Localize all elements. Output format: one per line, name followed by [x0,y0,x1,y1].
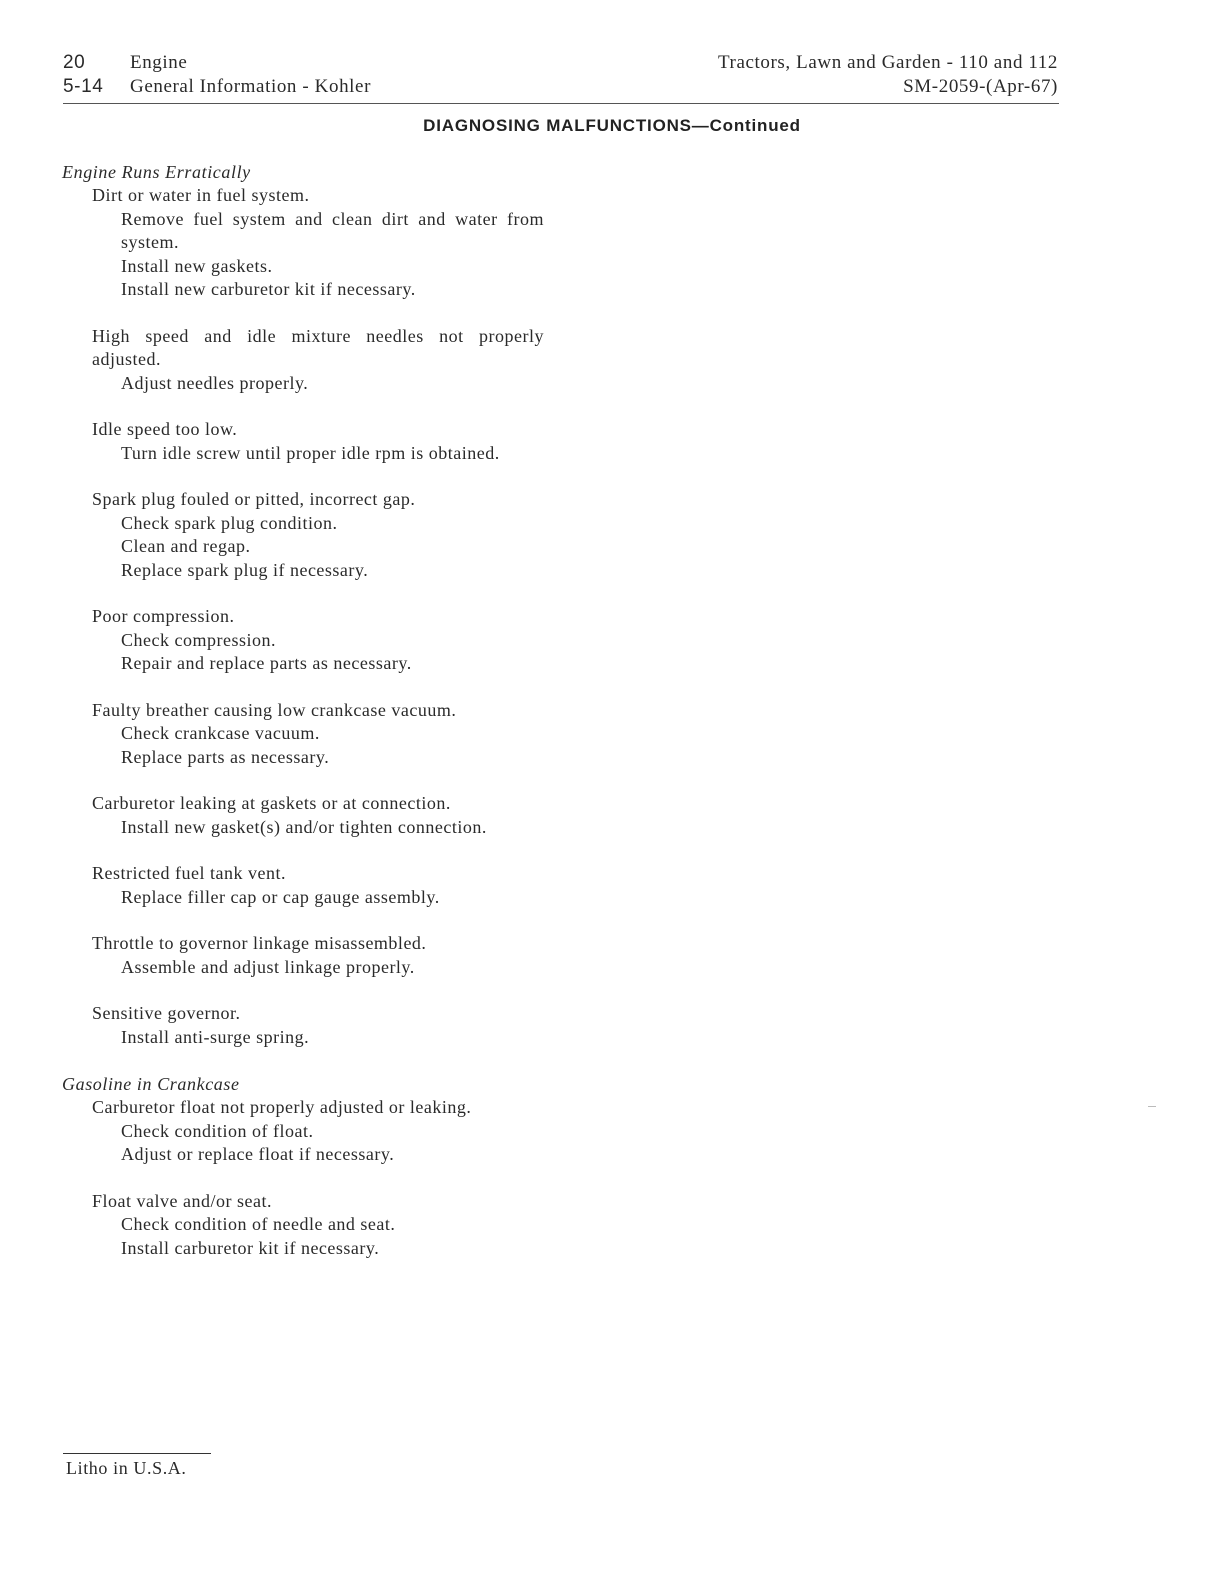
cause-text: Carburetor float not properly adjusted or leaking. [92,1097,472,1117]
remedy-text: Replace spark plug if necessary. [121,559,369,580]
cause-text: High speed and idle mixture needles not properly adjusted. [92,325,544,369]
remedy-text: Check condition of needle and seat. [121,1214,396,1234]
manual-title: Tractors, Lawn and Garden - 110 and 112 [718,52,1058,73]
cause-item [92,325,560,396]
remedy-text: Install new gaskets. [121,255,273,276]
page-number: 20 [63,52,86,73]
cause-text: Carburetor leaking at gaskets or at connection. [92,793,451,813]
cause-text: Dirt or water in fuel system. [92,185,310,205]
remedy-text: Install anti-surge spring. [121,1026,310,1047]
remedy-text: Replace filler cap or cap gauge assembly. [121,886,440,907]
remedy-text: Install new gasket(s) and/or tighten connection. [121,816,487,837]
cause-item [92,605,560,676]
remedy-text: Install carburetor kit if necessary. [121,1237,380,1258]
cause-item [92,932,560,979]
symptom-heading: Gasoline in Crankcase [62,1074,240,1094]
cause-item [92,699,560,770]
remedy-text: Turn idle screw until proper idle rpm is obtained. [121,442,500,463]
cause-item [92,862,560,909]
remedy-text: Check crankcase vacuum. [121,723,320,743]
cause-text: Throttle to governor linkage misassembled. [92,933,427,953]
cause-text: Faulty breather causing low crankcase vacuum. [92,699,457,720]
footer-imprint: Litho in U.S.A. [66,1458,187,1478]
cause-text: Idle speed too low. [92,419,238,439]
remedy-text: Assemble and adjust linkage properly. [121,956,415,977]
cause-item [92,792,560,839]
cause-text: Sensitive governor. [92,1003,241,1023]
footer-rule [63,1453,211,1454]
cause-text: Float valve and/or seat. [92,1190,272,1211]
remedy-text: Check compression. [121,629,276,650]
remedy-text: Install new carburetor kit if necessary. [121,279,416,299]
cause-item [92,1096,560,1167]
header-section-line [63,75,371,99]
section-code: 5-14 [63,76,104,97]
cause-item [92,1190,560,1261]
remedy-text: Adjust or replace float if necessary. [121,1144,395,1164]
remedy-text: Replace parts as necessary. [121,746,330,767]
cause-text: Spark plug fouled or pitted, incorrect gap. [92,489,416,509]
section-name: Engine [130,52,188,73]
cause-item [92,418,560,465]
cause-text: Poor compression. [92,606,235,626]
cause-item [92,184,560,302]
remedy-text: Adjust needles properly. [121,372,309,393]
cause-text: Restricted fuel tank vent. [92,863,286,883]
cause-item [92,1002,560,1049]
header-rule [63,103,1059,104]
remedy-text: Clean and regap. [121,536,251,556]
manual-code: SM-2059-(Apr-67) [903,76,1058,97]
remedy-text: Check condition of float. [121,1120,314,1141]
section-title: DIAGNOSING MALFUNCTIONS—Continued [423,116,801,135]
header-page-line [63,51,187,75]
symptom-heading: Engine Runs Erratically [62,162,251,182]
cause-item [92,488,560,582]
remedy-text: Repair and replace parts as necessary. [121,653,412,673]
section-subtitle: General Information - Kohler [130,76,372,97]
remedy-text: Remove fuel system and clean dirt and water from system. [121,208,544,252]
remedy-text: Check spark plug condition. [121,512,338,533]
scan-mark [1148,1106,1156,1107]
troubleshooting-content [60,160,560,1283]
